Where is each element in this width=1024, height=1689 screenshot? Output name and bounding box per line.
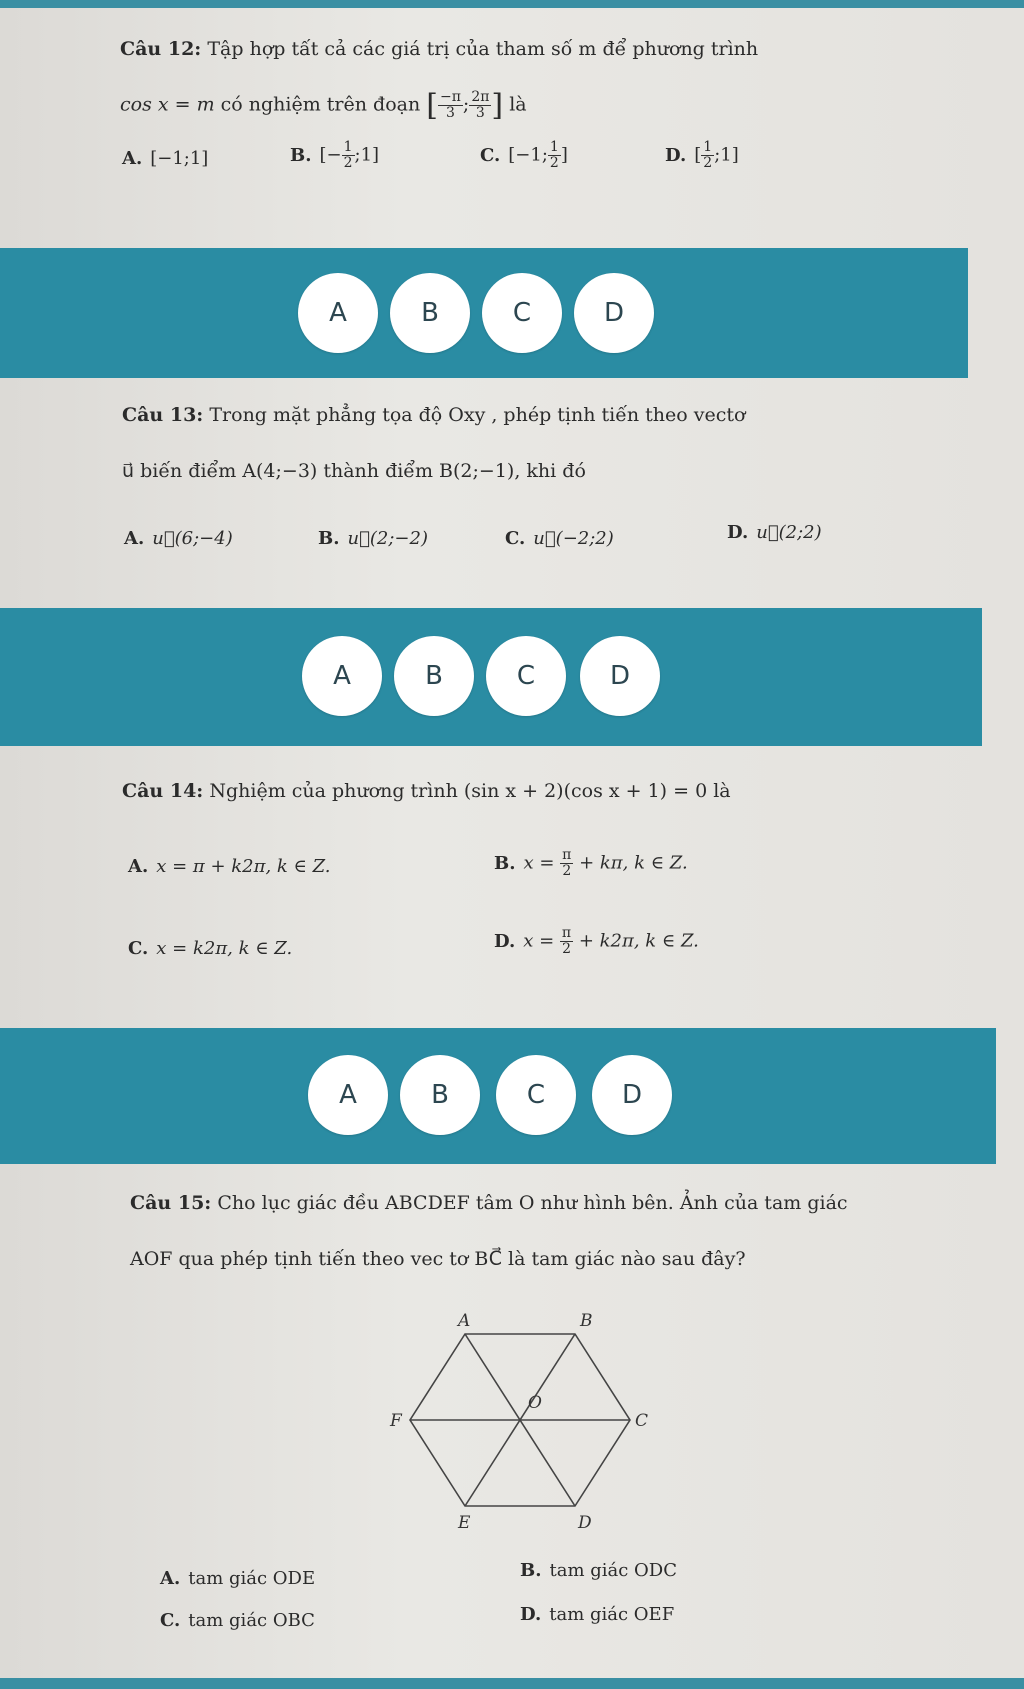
q12-text2c: là — [509, 93, 527, 116]
q12-text2b: có nghiệm trên đoạn — [220, 93, 421, 116]
q14-line1 — [122, 780, 731, 802]
q13-line2: u⃗ biến điểm A(4;−3) thành điểm B(2;−1), khi đó — [122, 460, 586, 482]
top-accent-bar — [0, 0, 1024, 8]
label-o: O — [528, 1393, 542, 1413]
label-c: C — [635, 1411, 649, 1431]
q14-option-c[interactable]: C. x = k2π, k ∈ Z. — [128, 938, 293, 959]
label-b: B — [580, 1311, 593, 1331]
label-e: E — [458, 1513, 471, 1533]
q15-text1: Cho lục giác đều ABCDEF tâm O như hình bên. Ảnh của tam giác — [217, 1192, 848, 1214]
answer-d-button[interactable]: D — [574, 273, 654, 353]
q15-option-c[interactable]: C. tam giác OBC — [160, 1610, 315, 1631]
q13-option-c[interactable]: C. u⃗(−2;2) — [505, 528, 614, 549]
answer-b-button[interactable]: B — [400, 1055, 480, 1135]
q12-line1 — [120, 38, 758, 60]
answer-b-button[interactable]: B — [394, 636, 474, 716]
q12-option-d[interactable]: D. [ $\frac{1}{2}$ ;1] — [665, 139, 739, 171]
q12-equation: cos x = m — [120, 93, 215, 116]
hexagon-figure — [380, 1300, 670, 1540]
q14-option-b[interactable]: B. x = $\frac{\pi}{2}$ + kπ, k ∈ Z. — [494, 847, 688, 879]
q14-text1: Nghiệm của phương trình (sin x + 2)(cos x + 1) = 0 là — [209, 780, 731, 802]
answer-b-button[interactable]: B — [390, 273, 470, 353]
q15-line2: AOF qua phép tịnh tiến theo vec tơ BC⃗ là tam giác nào sau đây? — [130, 1248, 746, 1270]
label-d: D — [578, 1513, 592, 1533]
q13-option-d[interactable]: D. u⃗(2;2) — [727, 522, 822, 543]
answer-c-button[interactable]: C — [482, 273, 562, 353]
q13-title: Câu 13: — [122, 404, 204, 426]
q12-option-a[interactable]: A. [−1;1] — [122, 148, 209, 169]
q15-line1 — [130, 1192, 848, 1214]
answer-a-button[interactable]: A — [298, 273, 378, 353]
q12-interval-left: $\frac{-\pi}{3}$ — [439, 89, 461, 121]
q12-option-c[interactable]: C. [−1; $\frac{1}{2}$ ] — [480, 139, 568, 171]
answer-c-button[interactable]: C — [486, 636, 566, 716]
q13-option-b[interactable]: B. u⃗(2;−2) — [318, 528, 428, 549]
answer-c-button[interactable]: C — [496, 1055, 576, 1135]
answer-d-button[interactable]: D — [580, 636, 660, 716]
q15-option-b[interactable]: B. tam giác ODC — [520, 1560, 678, 1581]
q15-option-d[interactable]: D. tam giác OEF — [520, 1604, 675, 1625]
q13-option-a[interactable]: A. u⃗(6;−4) — [124, 528, 233, 549]
q14-title: Câu 14: — [122, 780, 204, 802]
answer-d-button[interactable]: D — [592, 1055, 672, 1135]
label-a: A — [458, 1311, 471, 1331]
q15-option-a[interactable]: A. tam giác ODE — [160, 1568, 316, 1589]
answer-a-button[interactable]: A — [308, 1055, 388, 1135]
q12-interval-right: $\frac{2\pi}{3}$ — [471, 89, 490, 121]
q12-option-b[interactable]: B. [− $\frac{1}{2}$ ;1] — [290, 139, 380, 171]
bottom-accent-bar — [0, 1678, 1024, 1689]
q14-option-a[interactable]: A. x = π + k2π, k ∈ Z. — [128, 856, 331, 877]
answer-a-button[interactable]: A — [302, 636, 382, 716]
q12-title: Câu 12: — [120, 38, 202, 60]
q13-line1 — [122, 404, 745, 426]
q12-line2: cos x = m có nghiệm trên đoạn [ $\frac{-\pi}{3}$ ; $\frac{2\pi}{3}$ ] là — [120, 88, 527, 123]
q12-text1: Tập hợp tất cả các giá trị của tham số m để phương trình — [207, 38, 759, 60]
q14-option-d[interactable]: D. x = $\frac{\pi}{2}$ + k2π, k ∈ Z. — [494, 925, 699, 957]
q15-title: Câu 15: — [130, 1192, 212, 1214]
label-f: F — [390, 1411, 402, 1431]
q13-text1: Trong mặt phẳng tọa độ Oxy , phép tịnh tiến theo vectơ — [209, 404, 746, 426]
